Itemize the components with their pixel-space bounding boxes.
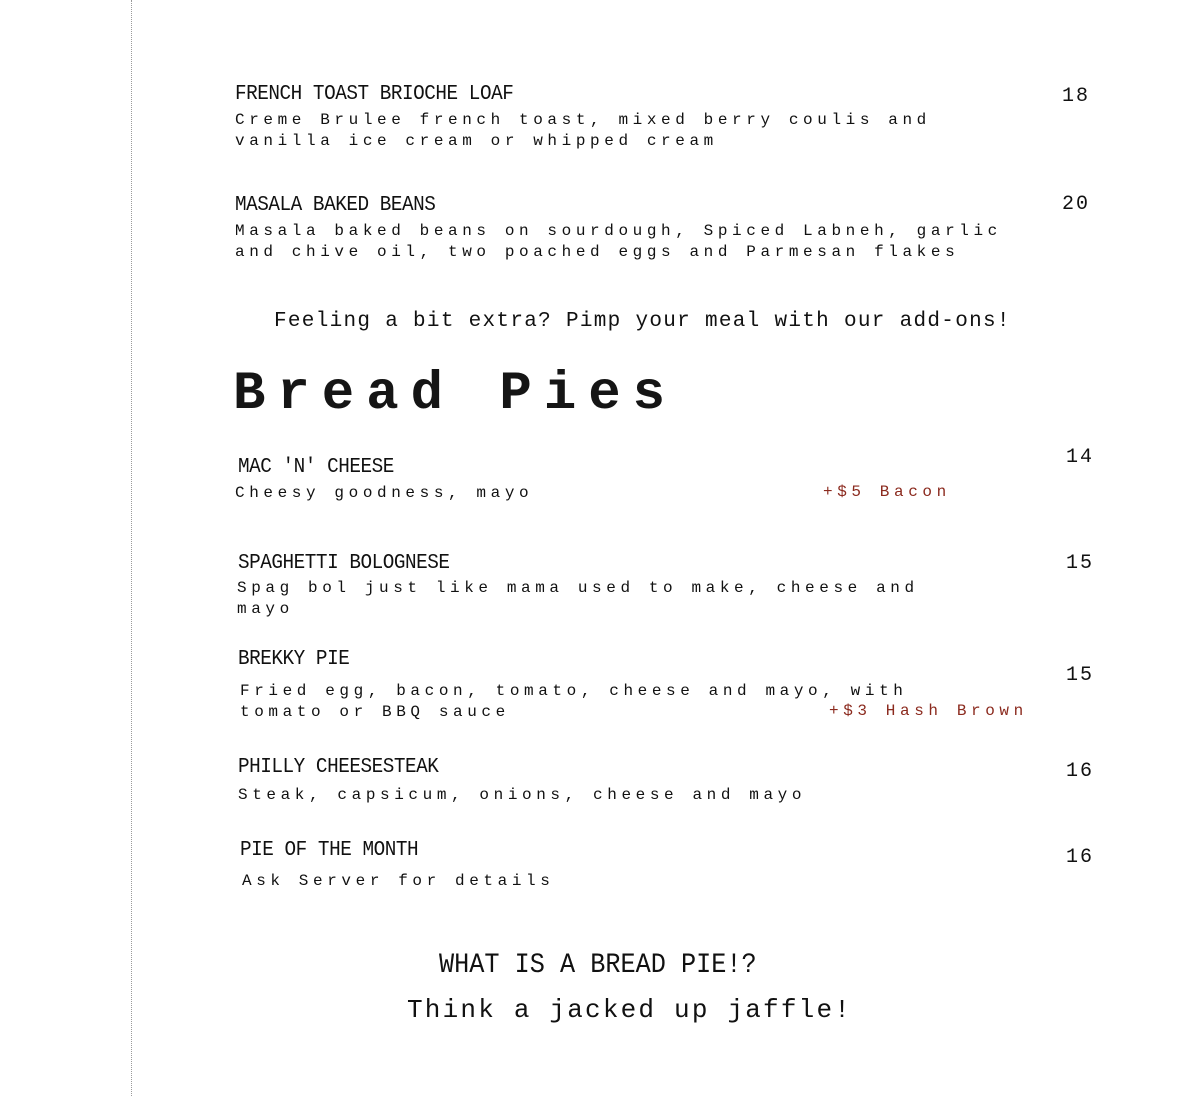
item-description-pie-of-the-month: Ask Server for details [242,872,555,890]
item-price-philly-cheesesteak: 16 [1066,760,1095,783]
addons-tagline: Feeling a bit extra? Pimp your meal with our add-ons! [274,310,1011,333]
item-price-brekky-pie: 15 [1066,664,1095,687]
footer-subheading: Think a jacked up jaffle! [407,995,853,1025]
item-description-mac-n-cheese: Cheesy goodness, mayo [235,484,534,502]
margin-dotted-line [131,0,132,1096]
item-addon-hash-brown: +$3 Hash Brown [829,702,1028,720]
item-price-mac-n-cheese: 14 [1066,446,1095,469]
footer-heading: WHAT IS A BREAD PIE!? [439,950,757,981]
section-title-bread-pies: Bread Pies [233,364,678,425]
item-name-pie-of-the-month: PIE OF THE MONTH [240,839,419,862]
item-price-french-toast: 18 [1062,85,1091,108]
item-description-french-toast: Creme Brulee french toast, mixed berry coulis and vanilla ice cream or whipped cream [235,111,931,150]
item-description-philly-cheesesteak: Steak, capsicum, onions, cheese and mayo [238,786,807,804]
item-price-spaghetti-bolognese: 15 [1066,552,1095,575]
item-name-brekky-pie: BREKKY PIE [238,648,350,671]
item-price-masala-baked-beans: 20 [1062,193,1091,216]
item-description-masala-baked-beans: Masala baked beans on sourdough, Spiced Labneh, garlic and chive oil, two poached eggs and Parmesan flakes [235,222,1002,261]
item-name-french-toast: FRENCH TOAST BRIOCHE LOAF [235,83,514,106]
item-name-philly-cheesesteak: PHILLY CHEESESTEAK [238,756,439,779]
item-name-mac-n-cheese: MAC 'N' CHEESE [238,456,394,479]
item-name-spaghetti-bolognese: SPAGHETTI BOLOGNESE [238,552,450,575]
item-description-spaghetti-bolognese: Spag bol just like mama used to make, cheese and mayo [237,579,919,618]
item-price-pie-of-the-month: 16 [1066,846,1095,869]
item-name-masala-baked-beans: MASALA BAKED BEANS [235,194,436,217]
item-addon-bacon: +$5 Bacon [823,483,951,501]
item-description-brekky-pie: Fried egg, bacon, tomato, cheese and mayo, with tomato or BBQ sauce [240,682,908,721]
